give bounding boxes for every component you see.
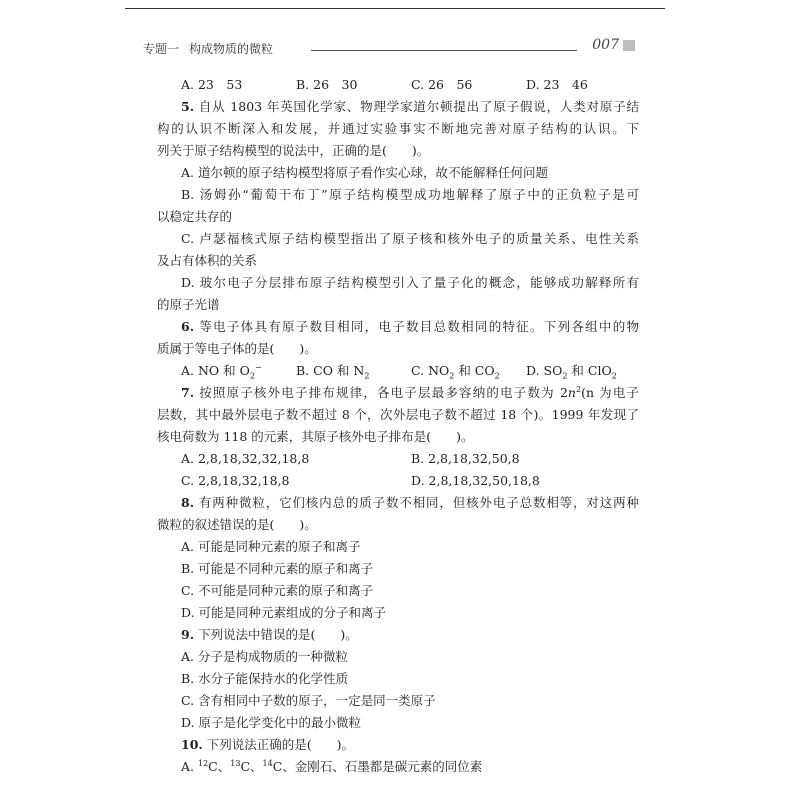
q5-option-c-line-1: C. 卢瑟福核式原子结构模型指出了原子核和核外电子的质量关系、电性关系 (181, 231, 639, 246)
q6-stem-line-1: 6. 等电子体具有原子数目相同，电子数目总数相同的特征。下列各组中的物 (181, 319, 639, 334)
q9-option-b: B. 水分子能保持水的化学性质 (181, 671, 349, 686)
q7-options-row-1 (157, 448, 639, 470)
q5-option-a: A. 道尔顿的原子结构模型将原子看作实心球，故不能解释任何问题 (181, 165, 548, 180)
q9-stem: 9. 下列说法中错误的是( )。 (181, 627, 358, 642)
header-rule (311, 50, 577, 51)
q6-number: 6. (181, 319, 195, 334)
header-chapter-title: 构成物质的微粒 (189, 42, 274, 56)
q8-stem-line-1: 8. 有两种微粒，它们核内总的质子数不相同，但核外电子总数相等，对这两种 (181, 495, 639, 510)
q4-option-c: C. 26 56 (411, 77, 473, 92)
q5-option-d-line-1: D. 玻尔电子分层排布原子结构模型引入了量子化的概念，能够成功解释所有 (181, 275, 639, 290)
q8-option-c: C. 不可能是同种元素的原子和离子 (181, 583, 374, 598)
q4-options (157, 74, 639, 96)
q5-option-d-line-2: 的原子光谱 (157, 297, 220, 312)
q6-option-a: A. NO 和 $O_2^-$ (181, 362, 262, 381)
q7-option-a: A. 2,8,18,32,32,18,8 (181, 451, 310, 466)
q10-stem: 10. 下列说法正确的是( )。 (181, 737, 354, 752)
q5-number: 5. (181, 99, 195, 114)
q9-option-d: D. 原子是化学变化中的最小微粒 (181, 715, 362, 730)
q9-option-c: C. 含有相同中子数的原子，一定是同一类原子 (181, 693, 436, 708)
header-title (143, 40, 273, 57)
top-rule (125, 8, 665, 9)
q6-option-b: B. CO 和 $N_2$ (296, 363, 370, 381)
q7-stem-line-3: 核电荷数为 118 的元素，其原子核外电子排布是( )。 (157, 429, 474, 444)
q7-option-d: D. 2,8,18,32,50,18,8 (411, 473, 540, 488)
q10-number: 10. (181, 737, 203, 752)
q8-stem-line-2: 微粒的叙述错误的是( )。 (157, 517, 317, 532)
q6-stem-line-2: 质属于等电子体的是( )。 (157, 341, 317, 356)
q9-option-a: A. 分子是构成物质的一种微粒 (181, 649, 348, 664)
page-content (157, 74, 639, 778)
q8-option-a: A. 可能是同种元素的原子和离子 (181, 539, 361, 554)
q5-option-c-line-2: 及占有体积的关系 (157, 253, 258, 268)
q6-option-d: D. $SO_2$ 和 ClO$_2$ (526, 363, 617, 381)
q9-number: 9. (181, 627, 195, 642)
q7-option-b: B. 2,8,18,32,50,8 (411, 451, 520, 466)
q7-option-c: C. 2,8,18,32,18,8 (181, 473, 290, 488)
running-header (143, 36, 639, 60)
q7-stem-line-2: 层数，其中最外层电子数不超过 8 个，次外层电子数不超过 18 个)。1999 年发现了 (157, 407, 639, 422)
q5-option-b-line-1: B. 汤姆孙“葡萄干布丁”原子结构模型成功地解释了原子中的正负粒子是可 (181, 187, 639, 202)
q7-stem-line-1: 7. 按照原子核外电子排布规律，各电子层最多容纳的电子数为 $2n^2(n$ 为电子 (181, 384, 639, 400)
q8-option-d: D. 可能是同种元素组成的分子和离子 (181, 605, 387, 620)
q4-option-d: D. 23 46 (526, 77, 588, 92)
q8-number: 8. (181, 495, 195, 510)
q4-option-a: A. 23 53 (181, 77, 243, 92)
header-section: 专题一 (143, 42, 180, 56)
q5-stem-line-2: 构的认识不断深入和发展，并通过实验事实不断地完善对原子结构的认识。下 (157, 121, 639, 136)
q5-option-b-line-2: 以稳定共存的 (157, 209, 233, 224)
q7-options-row-2 (157, 470, 639, 492)
q8-option-b: B. 可能是不同种元素的原子和离子 (181, 561, 374, 576)
q5-stem-line-1: 5. 自从 1803 年英国化学家、物理学家道尔顿提出了原子假说，人类对原子结 (181, 99, 639, 114)
header-decoration-block (623, 40, 635, 51)
q4-option-b: B. 26 30 (296, 77, 358, 92)
q10-option-a: A. $^{12}$C、$^{13}$C、$^{14}$C、金刚石、石墨都是碳元素的同位素 (181, 758, 483, 774)
q5-stem-line-3: 列关于原子结构模型的说法中，正确的是( )。 (157, 143, 430, 158)
page-number: 007 (592, 37, 619, 53)
q6-option-c: C. $NO_2$ 和 $CO_2$ (411, 363, 500, 381)
q6-options (157, 360, 639, 382)
q7-number: 7. (181, 385, 195, 400)
